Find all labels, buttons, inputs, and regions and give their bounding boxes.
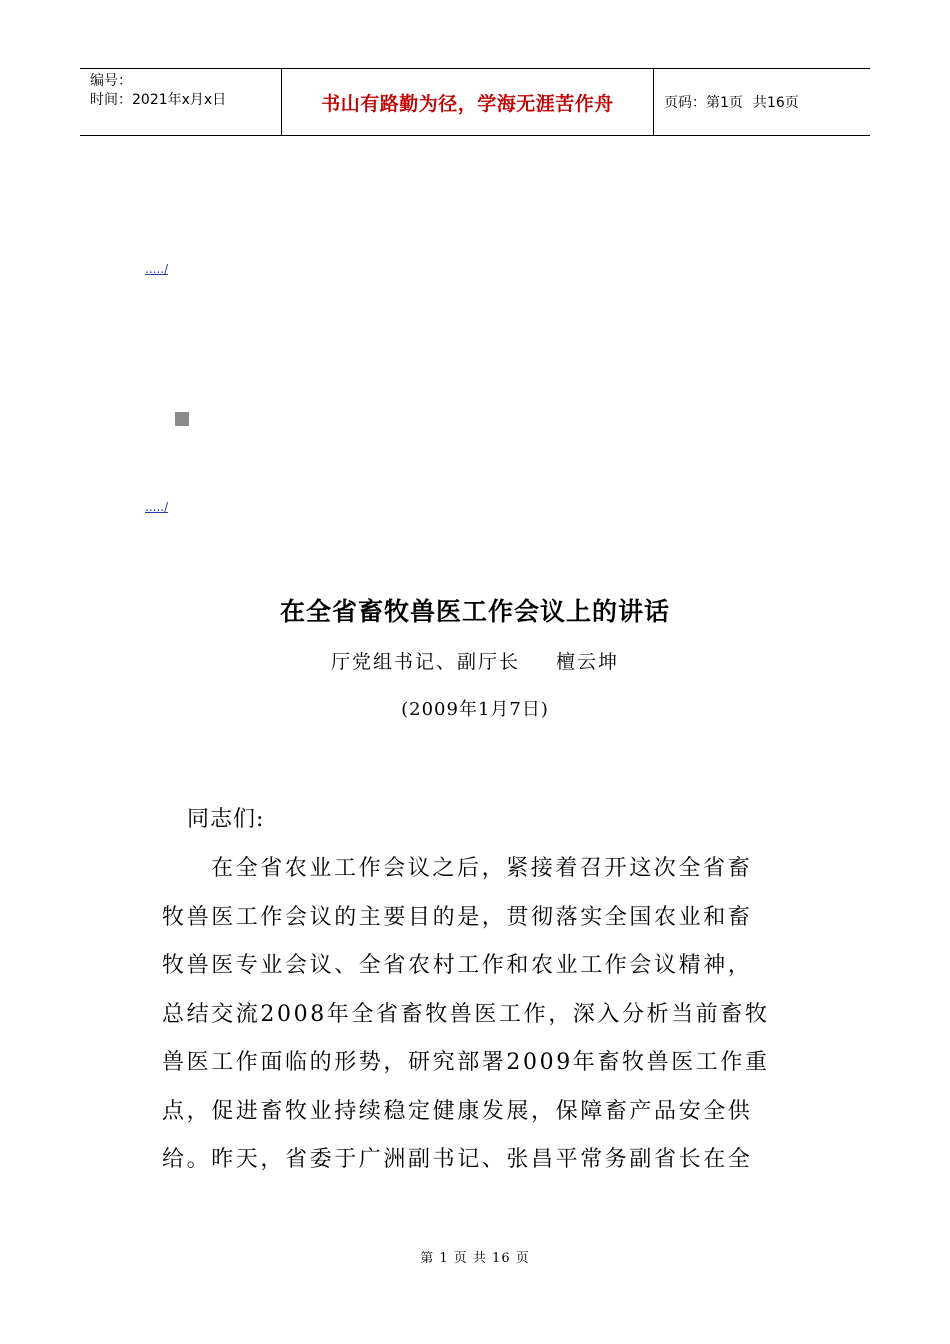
body-line: 点，促进畜牧业持续稳定健康发展，保障畜产品安全供 — [162, 1098, 753, 1124]
body-line: 牧兽医工作会议的主要目的是，贯彻落实全国农业和畜 — [162, 904, 753, 930]
document-title: 在全省畜牧兽医工作会议上的讲话 — [279, 597, 670, 626]
time-label: 时间：2021年x月x日 — [90, 92, 227, 108]
page-label: 页码：第1页 — [664, 95, 743, 111]
square-icon — [175, 412, 189, 426]
body-line: 给。昨天，省委于广洲副书记、张昌平常务副省长在全 — [162, 1147, 753, 1172]
speech-date: (2009年1月7日) — [401, 699, 549, 720]
number-label: 编号： — [90, 73, 132, 89]
page-header — [80, 68, 870, 136]
body-line: 总结交流2008年全省畜牧兽医工作，深入分析当前畜牧 — [162, 1001, 770, 1027]
body-line: 兽医工作面临的形势，研究部署2009年畜牧兽医工作重 — [162, 1050, 770, 1075]
salutation: 同志们: — [187, 807, 265, 832]
header-meta-cell — [80, 69, 282, 135]
link-second[interactable]: ...../ — [145, 500, 169, 514]
author-role: 厅党组书记、副厅长 — [330, 651, 520, 673]
author-line — [0, 647, 950, 674]
link-first[interactable]: ...../ — [145, 262, 169, 276]
body-text — [162, 850, 792, 1190]
header-page-cell — [654, 69, 870, 135]
author-name: 檀云坤 — [556, 651, 620, 673]
body-line: 牧兽医专业会议、全省农村工作和农业工作会议精神， — [162, 953, 753, 978]
header-motto: 书山有路勤为径，学海无涯苦作舟 — [282, 69, 654, 135]
body-line: 在全省农业工作会议之后，紧接着召开这次全省畜 — [211, 856, 753, 881]
page-footer: 第 1 页 共 16 页 — [420, 1251, 530, 1266]
total-label: 共16页 — [752, 95, 799, 111]
